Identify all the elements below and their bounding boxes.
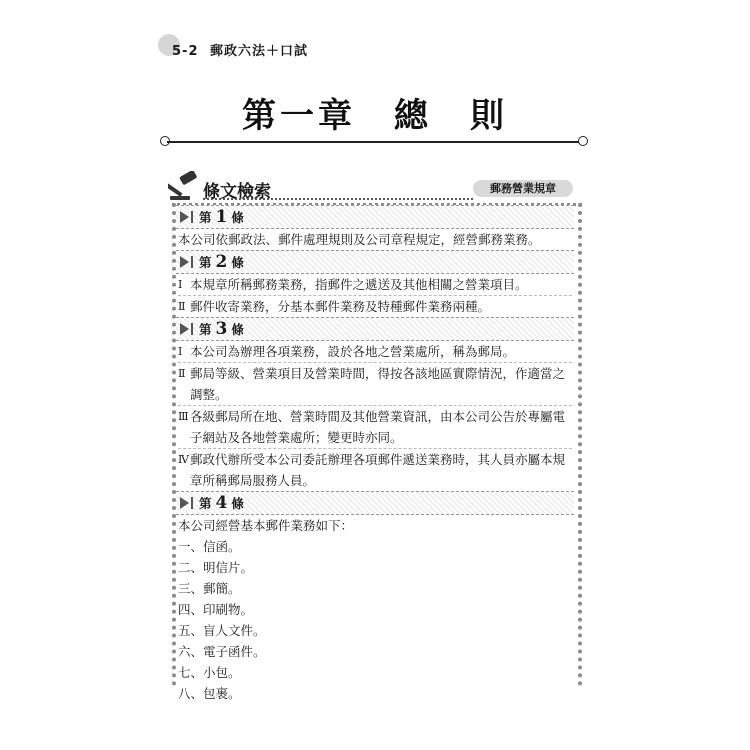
list-item: 七、小包。 [178, 665, 241, 680]
article-heading: 第 2 條 [176, 250, 574, 274]
chapter-title: 第一章 總 則 [242, 96, 508, 136]
triangle-marker-icon [180, 323, 189, 335]
list-item: 五、盲人文件。 [178, 623, 266, 638]
triangle-marker-icon [180, 211, 189, 223]
article-clause: Ⅰ 本規章所稱郵務業務，指郵件之遞送及其他相關之營業項目。 [178, 274, 572, 296]
list-item: 四、印刷物。 [178, 602, 254, 617]
article-clause: Ⅲ 各級郵局所在地、營業時間及其他營業資訊，由本公司公告於專屬電子網站及各地營業處所；變更時亦同。 [178, 406, 572, 449]
articles-content [178, 205, 572, 704]
gavel-icon [168, 171, 204, 201]
list-item: 二、明信片。 [178, 560, 254, 575]
article-paragraph: 本公司經營基本郵件業務如下： [178, 518, 354, 533]
article-clause: Ⅰ 本公司為辦理各項業務，設於各地之營業處所，稱為郵局。 [178, 341, 572, 363]
article-clause: Ⅱ 郵局等級、營業項目及營業時間，得按各該地區實際情況，作適當之調整。 [178, 363, 572, 406]
triangle-marker-icon [180, 256, 189, 268]
list-item: 六、電子函件。 [178, 644, 266, 659]
running-header [172, 40, 308, 59]
list-item: 八、包裹。 [178, 686, 241, 701]
rule-right-ornament [578, 136, 588, 146]
article-clause: Ⅱ 郵件收寄業務，分基本郵件業務及特種郵件業務兩種。 [178, 299, 491, 314]
list-item: 三、郵簡。 [178, 581, 241, 596]
book-title: 郵政六法＋口試 [210, 44, 309, 59]
section-heading: 條文檢索 [203, 182, 271, 202]
article-heading: 第 3 條 [176, 317, 574, 341]
law-tag: 郵務營業規章 [473, 180, 573, 197]
chapter-rule [167, 141, 580, 143]
list-item: 一、信函。 [178, 539, 241, 554]
article-heading: 第 4 條 [176, 491, 574, 515]
article-paragraph: 本公司依郵政法、郵件處理規則及公司章程規定，經營郵務業務。 [178, 232, 541, 247]
article-heading: 第 1 條 [176, 205, 574, 229]
section-rule [203, 198, 473, 200]
article-clause: Ⅳ 郵政代辦所受本公司委託辦理各項郵件遞送業務時，其人員亦屬本規章所稱郵局服務人員。 [178, 452, 566, 488]
page-number: 5-2 [172, 44, 199, 59]
triangle-marker-icon [180, 497, 189, 509]
